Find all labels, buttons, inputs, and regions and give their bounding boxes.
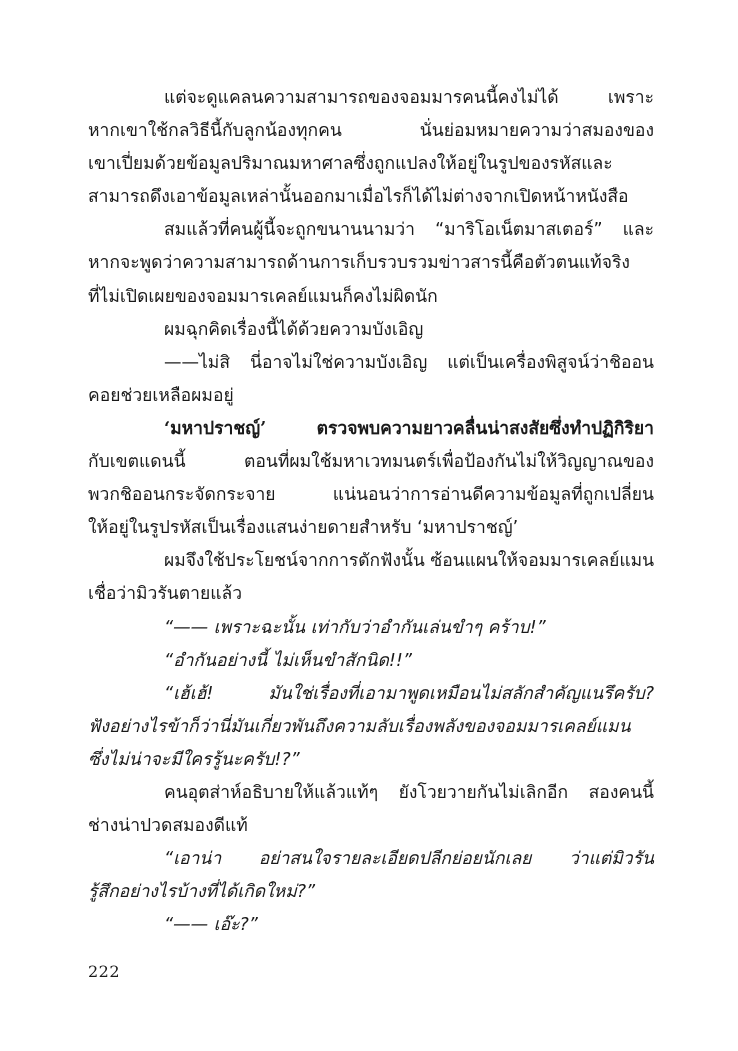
text-line: ผมฉุกคิดเรื่องนี้ได้ด้วยความบังเอิญ xyxy=(164,319,424,340)
dialogue-not-funny xyxy=(88,645,654,678)
text-line: สมแล้วที่คนผู้นี้จะถูกขนานนามว่า “มาริโอเน็ตมาสเตอร์” และ xyxy=(164,220,654,241)
text-line: ที่ไม่เปิดเผยของจอมมารเคลย์แมนก็คงไม่ผิดนัก xyxy=(88,286,438,307)
text-line: คนอุตส่าห์อธิบายให้แล้วแท้ๆ ยังโวยวายกันไม่เลิกอีก สองคนนี้ xyxy=(164,782,654,803)
text-line: ผมจึงใช้ประโยชน์จากการดักฟังนั้น ซ้อนแผนให้จอมมารเคลย์แมน xyxy=(164,551,655,572)
text-line: ‘มหาปราชญ์’ ตรวจพบความยาวคลื่นน่าสงสัยซึ่งทำปฏิกิริยา xyxy=(164,418,654,439)
text-line: หากเขาใช้กลวิธีนี้กับลูกน้องทุกคน นั่นย่อมหมายความว่าสมองของ xyxy=(88,121,654,142)
text-line: ——ไม่สิ นี่อาจไม่ใช่ความบังเอิญ แต่เป็นเครื่องพิสูจน์ว่าชิออน xyxy=(164,352,654,373)
text-line: รู้สึกอย่างไรบ้างที่ได้เกิดใหม่?” xyxy=(88,882,316,903)
paragraph-shion-help xyxy=(88,347,654,413)
paragraph-headache xyxy=(88,777,654,843)
text-line: แต่จะดูแคลนความสามารถของจอมมารคนนี้คงไม่ได้ เพราะ xyxy=(164,88,654,108)
dialogue-reborn xyxy=(88,843,654,909)
text-line: “เฮ้เฮ้! มันใช่เรื่องที่เอามาพูดเหมือนไม่สลักสำคัญแนรึครับ? xyxy=(164,683,654,704)
book-page-body xyxy=(88,82,654,942)
paragraph-puppet-master-1 xyxy=(88,82,654,214)
paragraph-puppet-master-2 xyxy=(88,214,654,313)
text-line: หากจะพูดว่าความสามารถด้านการเก็บรวบรวมข่าวสารนี้คือตัวตนแท้จริง xyxy=(88,253,630,274)
text-line: “เอาน่า อย่าสนใจรายละเอียดปลีกย่อยนักเลย ว่าแต่มิวรัน xyxy=(164,849,654,870)
text-line: คอยช่วยเหลือผมอยู่ xyxy=(88,385,234,406)
text-line: “—— เอ๊ะ?” xyxy=(164,915,258,936)
text-line: เขาเปี่ยมด้วยข้อมูลปริมาณมหาศาลซึ่งถูกแปลงให้อยู่ในรูปของรหัสและ xyxy=(88,154,613,175)
paragraph-wiretap xyxy=(88,545,654,611)
page-number: 222 xyxy=(88,962,121,981)
text-line: เชื่อว่ามิวรันตายแล้ว xyxy=(88,584,243,605)
text-line: “—— เพราะฉะนั้น เท่ากับว่าอำกันเล่นขำๆ คร้าบ!” xyxy=(164,617,546,638)
text-line: “อำกันอย่างนี้ ไม่เห็นขำสักนิด!!” xyxy=(164,650,412,671)
text-line: พวกชิออนกระจัดกระจาย แน่นอนว่าการอ่านดีความข้อมูลที่ถูกเปลี่ยน xyxy=(88,485,654,506)
dialogue-eh xyxy=(88,909,654,942)
paragraph-great-sage xyxy=(88,413,654,545)
text-line: ให้อยู่ในรูปรหัสเป็นเรื่องแสนง่ายดายสำหรับ ‘มหาปราชญ์’ xyxy=(88,518,519,539)
text-line: ซึ่งไม่น่าจะมีใครรู้นะครับ!?” xyxy=(88,749,300,770)
dialogue-prank xyxy=(88,612,654,645)
text-line: กับเขตแดนนี้ ตอนที่ผมใช้มหาเวทมนตร์เพื่อป้องกันไม่ให้วิญญาณของ xyxy=(88,452,654,473)
text-line: ช่างน่าปวดสมองดีแท้ xyxy=(88,816,248,837)
text-line: สามารถดึงเอาข้อมูลเหล่านั้นออกมาเมื่อไรก็ได้ไม่ต่างจากเปิดหน้าหนังสือ xyxy=(88,187,629,208)
dialogue-hey-hey xyxy=(88,678,654,777)
paragraph-coincidence xyxy=(88,314,654,347)
text-line: ฟังอย่างไรข้าก็ว่านี่มันเกี่ยวพันถึงความลับเรื่องพลังของจอมมารเคลย์แมน xyxy=(88,716,631,737)
